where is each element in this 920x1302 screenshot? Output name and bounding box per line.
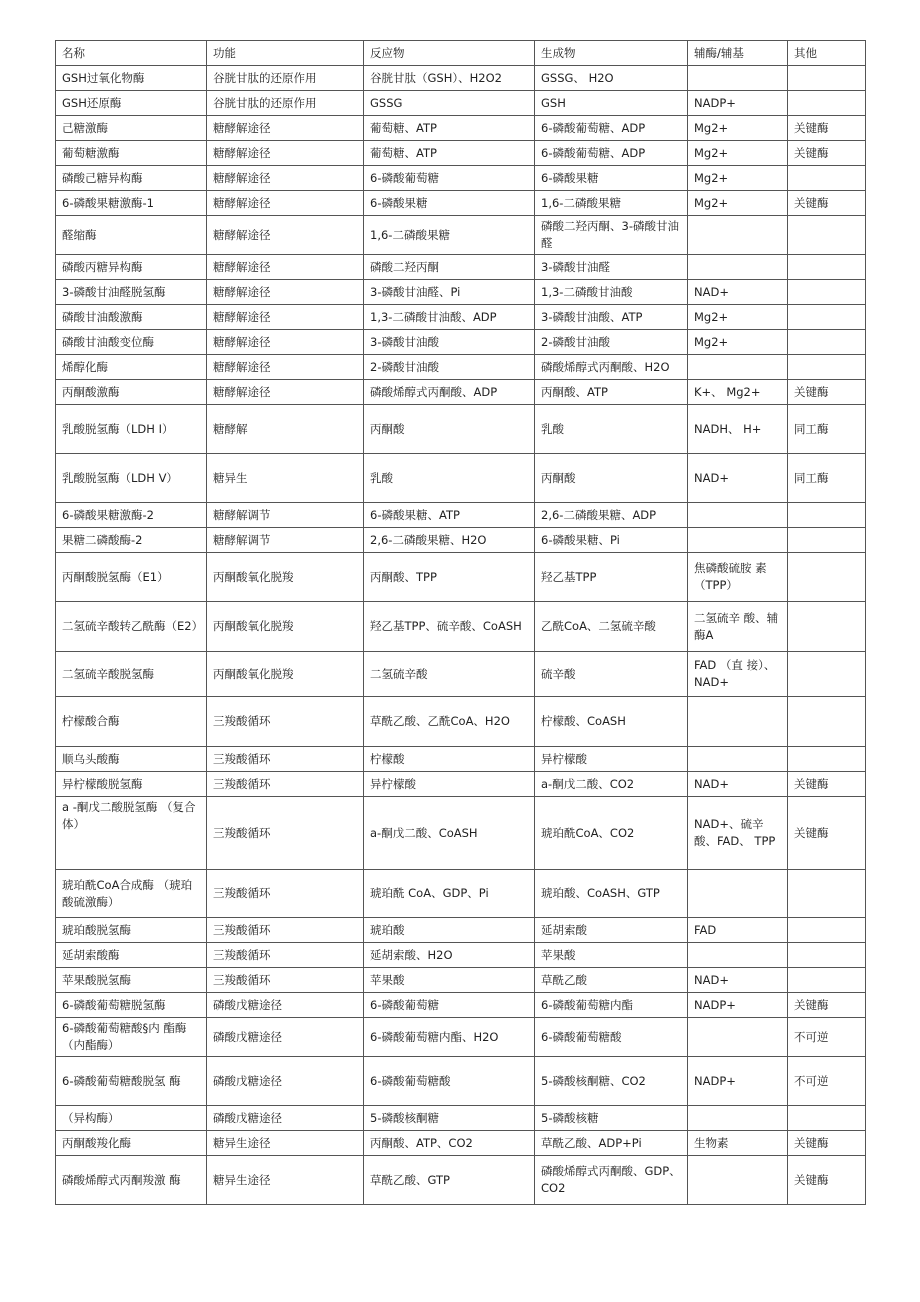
cell-coenzyme: [688, 870, 788, 918]
header-cell-coenzyme: 辅酶/辅基: [688, 41, 788, 66]
cell-name: 乳酸脱氢酶（LDH Ⅴ）: [56, 454, 207, 503]
cell-reactants: 5-磷酸核酮糖: [364, 1106, 535, 1131]
cell-coenzyme: [688, 1156, 788, 1205]
table-row: [56, 1106, 866, 1131]
header-row: [56, 41, 866, 66]
cell-other: [788, 652, 866, 697]
cell-products: 草酰乙酸: [535, 968, 688, 993]
cell-function: 糖酵解途径: [207, 280, 364, 305]
cell-reactants: 丙酮酸、ATP、CO2: [364, 1131, 535, 1156]
cell-products: 5-磷酸核糖: [535, 1106, 688, 1131]
cell-other: 关键酶: [788, 141, 866, 166]
cell-products: 3-磷酸甘油醛: [535, 255, 688, 280]
cell-other: [788, 870, 866, 918]
cell-coenzyme: [688, 66, 788, 91]
cell-function: 糖异生途径: [207, 1131, 364, 1156]
header-cell-products: 生成物: [535, 41, 688, 66]
table-row: [56, 305, 866, 330]
table-row: [56, 91, 866, 116]
cell-reactants: 2-磷酸甘油酸: [364, 355, 535, 380]
cell-function: 糖酵解途径: [207, 216, 364, 255]
cell-function: 糖酵解: [207, 405, 364, 454]
cell-other: 关键酶: [788, 116, 866, 141]
cell-products: 丙酮酸、ATP: [535, 380, 688, 405]
cell-name: 磷酸丙糖异构酶: [56, 255, 207, 280]
cell-other: [788, 216, 866, 255]
cell-reactants: 磷酸二羟丙酮: [364, 255, 535, 280]
cell-products: 草酰乙酸、ADP+Pi: [535, 1131, 688, 1156]
table-row: [56, 166, 866, 191]
cell-reactants: 6-磷酸葡萄糖: [364, 166, 535, 191]
cell-other: [788, 1106, 866, 1131]
cell-products: 6-磷酸葡萄糖、ADP: [535, 116, 688, 141]
cell-reactants: 草酰乙酸、乙酰CoA、H2O: [364, 697, 535, 747]
cell-reactants: 磷酸烯醇式丙酮酸、ADP: [364, 380, 535, 405]
table-row: [56, 918, 866, 943]
cell-coenzyme: K+、 Mg2+: [688, 380, 788, 405]
table-row: [56, 255, 866, 280]
cell-other: [788, 305, 866, 330]
table-row: [56, 797, 866, 870]
cell-reactants: 3-磷酸甘油酸: [364, 330, 535, 355]
cell-other: 关键酶: [788, 797, 866, 870]
cell-coenzyme: [688, 255, 788, 280]
cell-products: 异柠檬酸: [535, 747, 688, 772]
cell-function: 丙酮酸氧化脱羧: [207, 652, 364, 697]
cell-reactants: 乳酸: [364, 454, 535, 503]
table-row: [56, 405, 866, 454]
cell-reactants: 柠檬酸: [364, 747, 535, 772]
table-row: [56, 380, 866, 405]
cell-other: 关键酶: [788, 1156, 866, 1205]
cell-name: 烯醇化酶: [56, 355, 207, 380]
cell-name: 异柠檬酸脱氢酶: [56, 772, 207, 797]
cell-function: 三羧酸循环: [207, 943, 364, 968]
cell-name: 葡萄糖激酶: [56, 141, 207, 166]
cell-other: [788, 528, 866, 553]
cell-other: [788, 697, 866, 747]
cell-products: 柠檬酸、CoASH: [535, 697, 688, 747]
table-row: [56, 141, 866, 166]
cell-function: 三羧酸循环: [207, 797, 364, 870]
header-cell-other: 其他: [788, 41, 866, 66]
cell-function: 糖异生途径: [207, 1156, 364, 1205]
cell-name: 磷酸烯醇式丙酮羧激 酶: [56, 1156, 207, 1205]
cell-coenzyme: NADH、 H+: [688, 405, 788, 454]
cell-name: a -酮戊二酸脱氢酶 （复合体）: [56, 797, 207, 870]
cell-products: 3-磷酸甘油酸、ATP: [535, 305, 688, 330]
cell-reactants: 6-磷酸果糖、ATP: [364, 503, 535, 528]
cell-function: 谷胱甘肽的还原作用: [207, 66, 364, 91]
cell-products: 6-磷酸葡萄糖内酯: [535, 993, 688, 1018]
table-row: [56, 870, 866, 918]
cell-reactants: 1,6-二磷酸果糖: [364, 216, 535, 255]
cell-coenzyme: [688, 1106, 788, 1131]
cell-function: 糖酵解调节: [207, 503, 364, 528]
cell-products: 琥珀酸、CoASH、GTP: [535, 870, 688, 918]
cell-products: 1,3-二磷酸甘油酸: [535, 280, 688, 305]
cell-coenzyme: NAD+: [688, 280, 788, 305]
table-row: [56, 602, 866, 652]
cell-name: 丙酮酸脱氢酶（E1）: [56, 553, 207, 602]
cell-coenzyme: FAD （直 接）、NAD+: [688, 652, 788, 697]
cell-function: 三羧酸循环: [207, 918, 364, 943]
cell-reactants: 丙酮酸、TPP: [364, 553, 535, 602]
cell-products: 磷酸烯醇式丙酮酸、GDP、CO2: [535, 1156, 688, 1205]
cell-other: [788, 355, 866, 380]
cell-reactants: 6-磷酸葡萄糖内酯、H2O: [364, 1018, 535, 1057]
cell-reactants: 琥珀酸: [364, 918, 535, 943]
cell-reactants: 羟乙基TPP、硫辛酸、CoASH: [364, 602, 535, 652]
cell-other: [788, 280, 866, 305]
cell-name: 己糖激酶: [56, 116, 207, 141]
cell-products: 1,6-二磷酸果糖: [535, 191, 688, 216]
cell-products: 乳酸: [535, 405, 688, 454]
cell-coenzyme: [688, 1018, 788, 1057]
cell-reactants: 延胡索酸、H2O: [364, 943, 535, 968]
cell-function: 糖酵解途径: [207, 355, 364, 380]
cell-products: 2,6-二磷酸果糖、ADP: [535, 503, 688, 528]
cell-products: 6-磷酸葡萄糖酸: [535, 1018, 688, 1057]
cell-products: 6-磷酸葡萄糖、ADP: [535, 141, 688, 166]
cell-function: 磷酸戊糖途径: [207, 1057, 364, 1106]
cell-function: 谷胱甘肽的还原作用: [207, 91, 364, 116]
cell-coenzyme: [688, 503, 788, 528]
cell-function: 糖酵解途径: [207, 305, 364, 330]
cell-reactants: 葡萄糖、ATP: [364, 141, 535, 166]
cell-function: 磷酸戊糖途径: [207, 993, 364, 1018]
cell-reactants: 3-磷酸甘油醛、Pi: [364, 280, 535, 305]
cell-name: 果糖二磷酸酶-2: [56, 528, 207, 553]
cell-function: 丙酮酸氧化脱羧: [207, 602, 364, 652]
cell-name: 磷酸己糖异构酶: [56, 166, 207, 191]
cell-coenzyme: [688, 943, 788, 968]
cell-products: 丙酮酸: [535, 454, 688, 503]
cell-coenzyme: Mg2+: [688, 166, 788, 191]
cell-other: 关键酶: [788, 191, 866, 216]
cell-reactants: 苹果酸: [364, 968, 535, 993]
cell-name: 柠檬酸合酶: [56, 697, 207, 747]
cell-function: 糖酵解途径: [207, 116, 364, 141]
cell-products: 羟乙基TPP: [535, 553, 688, 602]
table-row: [56, 1131, 866, 1156]
cell-function: 磷酸戊糖途径: [207, 1106, 364, 1131]
cell-reactants: 二氢硫辛酸: [364, 652, 535, 697]
cell-name: 6-磷酸葡萄糖酸脱氢 酶: [56, 1057, 207, 1106]
cell-other: [788, 91, 866, 116]
table-row: [56, 943, 866, 968]
cell-other: [788, 503, 866, 528]
cell-products: 磷酸烯醇式丙酮酸、H2O: [535, 355, 688, 380]
cell-reactants: 6-磷酸果糖: [364, 191, 535, 216]
cell-other: [788, 602, 866, 652]
cell-name: GSH过氧化物酶: [56, 66, 207, 91]
cell-other: [788, 747, 866, 772]
cell-name: 丙酮酸激酶: [56, 380, 207, 405]
cell-function: 三羧酸循环: [207, 772, 364, 797]
cell-coenzyme: 生物素: [688, 1131, 788, 1156]
table-row: [56, 355, 866, 380]
table-row: [56, 697, 866, 747]
cell-coenzyme: [688, 528, 788, 553]
cell-function: 糖酵解途径: [207, 141, 364, 166]
cell-name: 3-磷酸甘油醛脱氢酶: [56, 280, 207, 305]
cell-products: 2-磷酸甘油酸: [535, 330, 688, 355]
table-row: [56, 652, 866, 697]
cell-coenzyme: [688, 355, 788, 380]
header-cell-name: 名称: [56, 41, 207, 66]
cell-function: 三羧酸循环: [207, 747, 364, 772]
table-row: [56, 280, 866, 305]
table-row: [56, 747, 866, 772]
cell-products: 5-磷酸核酮糖、CO2: [535, 1057, 688, 1106]
cell-coenzyme: NADP+: [688, 993, 788, 1018]
cell-other: 关键酶: [788, 380, 866, 405]
table-row: [56, 216, 866, 255]
cell-products: 6-磷酸果糖、Pi: [535, 528, 688, 553]
cell-name: 琥珀酰CoA合成酶 （琥珀酸硫激酶）: [56, 870, 207, 918]
table-row: [56, 1018, 866, 1057]
table-row: [56, 1156, 866, 1205]
cell-other: [788, 968, 866, 993]
cell-products: 硫辛酸: [535, 652, 688, 697]
table-row: [56, 454, 866, 503]
cell-coenzyme: NAD+: [688, 968, 788, 993]
cell-reactants: 异柠檬酸: [364, 772, 535, 797]
cell-reactants: a-酮戊二酸、CoASH: [364, 797, 535, 870]
cell-other: [788, 330, 866, 355]
cell-other: [788, 255, 866, 280]
cell-name: 苹果酸脱氢酶: [56, 968, 207, 993]
cell-other: 不可逆: [788, 1057, 866, 1106]
header-cell-function: 功能: [207, 41, 364, 66]
cell-coenzyme: Mg2+: [688, 191, 788, 216]
table-row: [56, 503, 866, 528]
cell-name: 二氢硫辛酸脱氢酶: [56, 652, 207, 697]
cell-other: 不可逆: [788, 1018, 866, 1057]
cell-function: 糖酵解途径: [207, 255, 364, 280]
cell-reactants: 草酰乙酸、GTP: [364, 1156, 535, 1205]
cell-other: 关键酶: [788, 993, 866, 1018]
cell-function: 糖异生: [207, 454, 364, 503]
cell-coenzyme: [688, 697, 788, 747]
cell-coenzyme: Mg2+: [688, 330, 788, 355]
enzyme-table-container: [55, 40, 865, 1205]
table-row: [56, 330, 866, 355]
cell-products: 乙酰CoA、二氢硫辛酸: [535, 602, 688, 652]
cell-name: 丙酮酸羧化酶: [56, 1131, 207, 1156]
table-row: [56, 772, 866, 797]
cell-function: 三羧酸循环: [207, 968, 364, 993]
table-row: [56, 191, 866, 216]
cell-other: 同工酶: [788, 454, 866, 503]
cell-reactants: 6-磷酸葡萄糖: [364, 993, 535, 1018]
cell-reactants: 1,3-二磷酸甘油酸、ADP: [364, 305, 535, 330]
cell-function: 糖酵解途径: [207, 330, 364, 355]
cell-products: 琥珀酰CoA、CO2: [535, 797, 688, 870]
table-row: [56, 528, 866, 553]
cell-other: [788, 553, 866, 602]
cell-function: 糖酵解调节: [207, 528, 364, 553]
cell-function: 丙酮酸氧化脱羧: [207, 553, 364, 602]
cell-coenzyme: NAD+、硫辛 酸、FAD、 TPP: [688, 797, 788, 870]
cell-products: 苹果酸: [535, 943, 688, 968]
cell-reactants: 6-磷酸葡萄糖酸: [364, 1057, 535, 1106]
cell-reactants: 2,6-二磷酸果糖、H2O: [364, 528, 535, 553]
cell-function: 三羧酸循环: [207, 697, 364, 747]
cell-name: 磷酸甘油酸变位酶: [56, 330, 207, 355]
enzyme-table: [55, 40, 866, 1205]
cell-products: GSSG、 H2O: [535, 66, 688, 91]
cell-name: 醛缩酶: [56, 216, 207, 255]
cell-coenzyme: [688, 216, 788, 255]
cell-products: a-酮戊二酸、CO2: [535, 772, 688, 797]
cell-coenzyme: FAD: [688, 918, 788, 943]
cell-coenzyme: [688, 747, 788, 772]
cell-other: 关键酶: [788, 772, 866, 797]
cell-coenzyme: 二氢硫辛 酸、辅酶A: [688, 602, 788, 652]
cell-other: [788, 918, 866, 943]
table-row: [56, 1057, 866, 1106]
cell-function: 磷酸戊糖途径: [207, 1018, 364, 1057]
cell-name: 二氢硫辛酸转乙酰酶（E2）: [56, 602, 207, 652]
cell-function: 三羧酸循环: [207, 870, 364, 918]
cell-name: 6-磷酸葡萄糖脱氢酶: [56, 993, 207, 1018]
cell-coenzyme: 焦磷酸硫胺 素（TPP）: [688, 553, 788, 602]
cell-coenzyme: NAD+: [688, 454, 788, 503]
cell-name: 顺乌头酸酶: [56, 747, 207, 772]
cell-name: GSH还原酶: [56, 91, 207, 116]
cell-products: GSH: [535, 91, 688, 116]
cell-name: 6-磷酸葡萄糖酸§内 酯酶（内酯酶）: [56, 1018, 207, 1057]
cell-function: 糖酵解途径: [207, 166, 364, 191]
cell-function: 糖酵解途径: [207, 380, 364, 405]
cell-reactants: 丙酮酸: [364, 405, 535, 454]
cell-name: 磷酸甘油酸激酶: [56, 305, 207, 330]
cell-name: （异构酶）: [56, 1106, 207, 1131]
cell-products: 6-磷酸果糖: [535, 166, 688, 191]
cell-products: 延胡索酸: [535, 918, 688, 943]
cell-other: 同工酶: [788, 405, 866, 454]
cell-coenzyme: NADP+: [688, 1057, 788, 1106]
cell-products: 磷酸二羟丙酮、3-磷酸甘油醛: [535, 216, 688, 255]
cell-coenzyme: Mg2+: [688, 305, 788, 330]
cell-coenzyme: Mg2+: [688, 116, 788, 141]
cell-other: [788, 66, 866, 91]
cell-coenzyme: Mg2+: [688, 141, 788, 166]
cell-other: 关键酶: [788, 1131, 866, 1156]
cell-name: 6-磷酸果糖激酶-2: [56, 503, 207, 528]
cell-reactants: 葡萄糖、ATP: [364, 116, 535, 141]
cell-name: 6-磷酸果糖激酶-1: [56, 191, 207, 216]
table-row: [56, 553, 866, 602]
cell-reactants: 谷胱甘肽（GSH）、H2O2: [364, 66, 535, 91]
cell-name: 延胡索酸酶: [56, 943, 207, 968]
cell-reactants: GSSG: [364, 91, 535, 116]
cell-coenzyme: NAD+: [688, 772, 788, 797]
cell-other: [788, 166, 866, 191]
cell-coenzyme: NADP+: [688, 91, 788, 116]
cell-reactants: 琥珀酰 CoA、GDP、Pi: [364, 870, 535, 918]
table-row: [56, 116, 866, 141]
table-row: [56, 66, 866, 91]
table-row: [56, 968, 866, 993]
cell-other: [788, 943, 866, 968]
header-cell-reactants: 反应物: [364, 41, 535, 66]
cell-name: 乳酸脱氢酶（LDH Ⅰ）: [56, 405, 207, 454]
cell-function: 糖酵解途径: [207, 191, 364, 216]
table-row: [56, 993, 866, 1018]
cell-name: 琥珀酸脱氢酶: [56, 918, 207, 943]
